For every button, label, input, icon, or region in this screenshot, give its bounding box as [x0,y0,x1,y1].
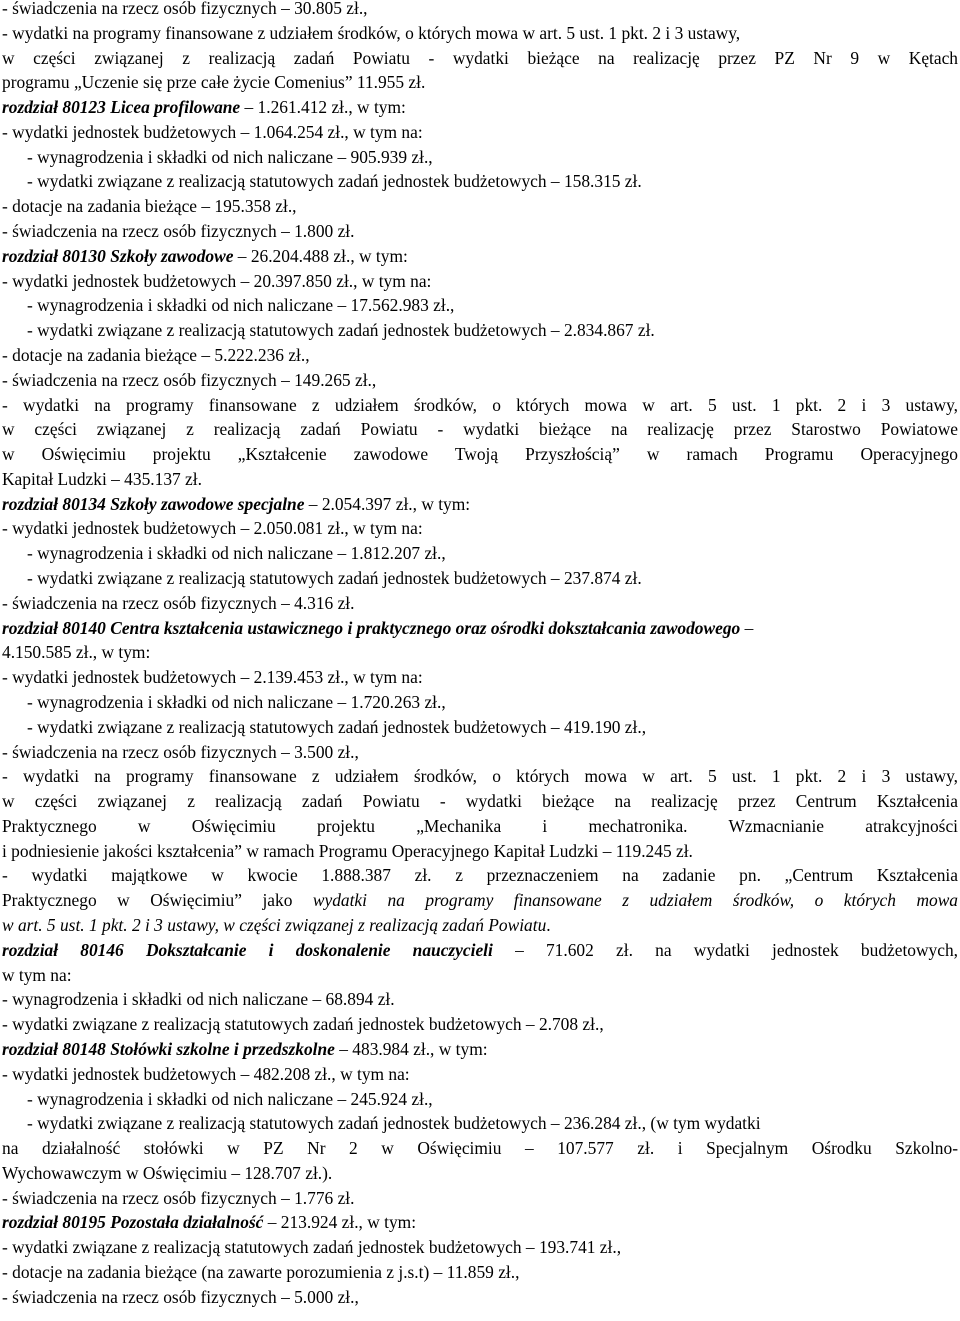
text-line: 4.150.585 zł., w tym: [2,642,151,662]
text-line: - świadczenia na rzecz osób fizycznych – 149.265 zł., [2,370,377,390]
text-line: - świadczenia na rzecz osób fizycznych – 1.776 zł. [2,1188,355,1208]
section-heading-line: rozdział 80140 Centra kształcenia ustawicznego i praktycznego oraz ośrodki dokształcania zawodowego – [2,618,754,638]
text-line: - wynagrodzenia i składki od nich naliczane – 1.812.207 zł., [27,543,446,563]
text-line: w art. 5 ust. 1 pkt. 2 i 3 ustawy, w części związanej z realizacją zadań Powiatu. [2,915,551,935]
text-line: - wynagrodzenia i składki od nich naliczane – 1.720.263 zł., [27,692,446,712]
text-line: w części związanej z realizacją zadań Powiatu - wydatki bieżące na realizację przez PZ Nr 9 w Kętach [2,48,958,68]
text-line: - wydatki na programy finansowane z udziałem środków, o których mowa w art. 5 ust. 1 pkt. 2 i 3 ustawy, [2,395,958,415]
section-heading-line: rozdział 80195 Pozostała działalność – 213.924 zł., w tym: [2,1212,417,1232]
section-heading: rozdział 80195 Pozostała działalność [2,1212,264,1232]
text-line: w Oświęcimiu projektu „Kształcenie zawodowe Twoją Przyszłością” w ramach Programu Operacyjnego [2,444,958,464]
text-line: w tym na: [2,965,72,985]
text-line: Wychowawczym w Oświęcimiu – 128.707 zł.). [2,1163,333,1183]
text-line: - wydatki na programy finansowane z udziałem środków, o których mowa w art. 5 ust. 1 pkt. 2 i 3 ustawy, [2,23,741,43]
text-line: - świadczenia na rzecz osób fizycznych – 1.800 zł. [2,221,355,241]
section-heading: rozdział 80123 Licea profilowane [2,97,241,117]
text-line: - świadczenia na rzecz osób fizycznych – 4.316 zł. [2,593,355,613]
text-line: - dotacje na zadania bieżące – 195.358 zł., [2,196,297,216]
italic-text: w art. 5 ust. 1 pkt. 2 i 3 ustawy, w części związanej z realizacją zadań Powiatu [2,915,547,935]
text-line: - dotacje na zadania bieżące – 5.222.236 zł., [2,345,310,365]
text-line: w części związanej z realizacją zadań Powiatu - wydatki bieżące na realizację przez Centrum Kształcenia [2,791,958,811]
text-line: - wydatki jednostek budżetowych – 1.064.254 zł., w tym na: [2,122,423,142]
section-heading-line: rozdział 80123 Licea profilowane – 1.261.412 zł., w tym: [2,97,406,117]
section-heading-line: rozdział 80146 Dokształcanie i doskonalenie nauczycieli – 71.602 zł. na wydatki jednostek budżetowych, [2,940,958,960]
section-heading: rozdział 80140 Centra kształcenia ustawicznego i praktycznego oraz ośrodki dokształcania zawodowego [2,618,741,638]
text-line: - wynagrodzenia i składki od nich naliczane – 68.894 zł. [2,989,395,1009]
text-line: - wydatki związane z realizacją statutowych zadań jednostek budżetowych – 2.834.867 zł. [27,320,655,340]
italic-text: wydatki na programy finansowane z udziałem środków, o których mowa [312,890,958,910]
text-line: - wydatki związane z realizacją statutowych zadań jednostek budżetowych – 2.708 zł., [2,1014,604,1034]
text-line: - wydatki związane z realizacją statutowych zadań jednostek budżetowych – 236.284 zł., (w tym wydatki [27,1113,761,1133]
section-heading-line: rozdział 80134 Szkoły zawodowe specjalne – 2.054.397 zł., w tym: [2,494,471,514]
text-line: - wydatki związane z realizacją statutowych zadań jednostek budżetowych – 419.190 zł., [27,717,647,737]
text-line: - wydatki jednostek budżetowych – 2.050.081 zł., w tym na: [2,518,423,538]
text-line: w części związanej z realizacją zadań Powiatu - wydatki bieżące na realizację przez Starostwo Powiatowe [2,419,958,439]
text-line: Praktycznego w Oświęcimiu projektu „Mechanika i mechatronika. Wzmacnianie atrakcyjności [2,816,958,836]
section-heading: rozdział 80148 Stołówki szkolne i przedszkolne [2,1039,335,1059]
text-line: na działalność stołówki w PZ Nr 2 w Oświęcimiu – 107.577 zł. i Specjalnym Ośrodku Szkolno- [2,1138,958,1158]
text-line: - wydatki jednostek budżetowych – 20.397.850 zł., w tym na: [2,271,432,291]
text-line: - wydatki jednostek budżetowych – 2.139.453 zł., w tym na: [2,667,423,687]
text-line: Kapitał Ludzki – 435.137 zł. [2,469,202,489]
text-line: - wydatki majątkowe w kwocie 1.888.387 zł. z przeznaczeniem na zadanie pn. „Centrum Kształcenia [2,865,958,885]
text-line: - wydatki jednostek budżetowych – 482.208 zł., w tym na: [2,1064,410,1084]
text-line: - wydatki związane z realizacją statutowych zadań jednostek budżetowych – 193.741 zł., [2,1237,622,1257]
text-line: - świadczenia na rzecz osób fizycznych – 3.500 zł., [2,742,359,762]
text-line: - wynagrodzenia i składki od nich naliczane – 905.939 zł., [27,147,433,167]
text-line: - dotacje na zadania bieżące (na zawarte porozumienia z j.s.t) – 11.859 zł., [2,1262,520,1282]
section-heading-line: rozdział 80130 Szkoły zawodowe – 26.204.488 zł., w tym: [2,246,408,266]
text-line: - świadczenia na rzecz osób fizycznych – 30.805 zł., [2,0,368,18]
text-line: Praktycznego w Oświęcimiu” jako wydatki na programy finansowane z udziałem środków, o których mowa [2,890,958,910]
text-line: programu „Uczenie się prze całe życie Comenius” 11.955 zł. [2,72,426,92]
text-line: - wynagrodzenia i składki od nich naliczane – 17.562.983 zł., [27,295,455,315]
text-line: - świadczenia na rzecz osób fizycznych – 5.000 zł., [2,1287,359,1307]
section-heading: rozdział 80130 Szkoły zawodowe [2,246,234,266]
text-line: - wydatki związane z realizacją statutowych zadań jednostek budżetowych – 237.874 zł. [27,568,642,588]
section-heading: rozdział 80146 Dokształcanie i doskonalenie nauczycieli [2,940,493,960]
text-line: - wydatki związane z realizacją statutowych zadań jednostek budżetowych – 158.315 zł. [27,171,642,191]
section-heading-line: rozdział 80148 Stołówki szkolne i przedszkolne – 483.984 zł., w tym: [2,1039,488,1059]
section-heading: rozdział 80134 Szkoły zawodowe specjalne [2,494,305,514]
text-line: i podniesienie jakości kształcenia” w ramach Programu Operacyjnego Kapitał Ludzki – 119.245 zł. [2,841,693,861]
text-line: - wydatki na programy finansowane z udziałem środków, o których mowa w art. 5 ust. 1 pkt. 2 i 3 ustawy, [2,766,958,786]
text-line: - wynagrodzenia i składki od nich naliczane – 245.924 zł., [27,1089,433,1109]
